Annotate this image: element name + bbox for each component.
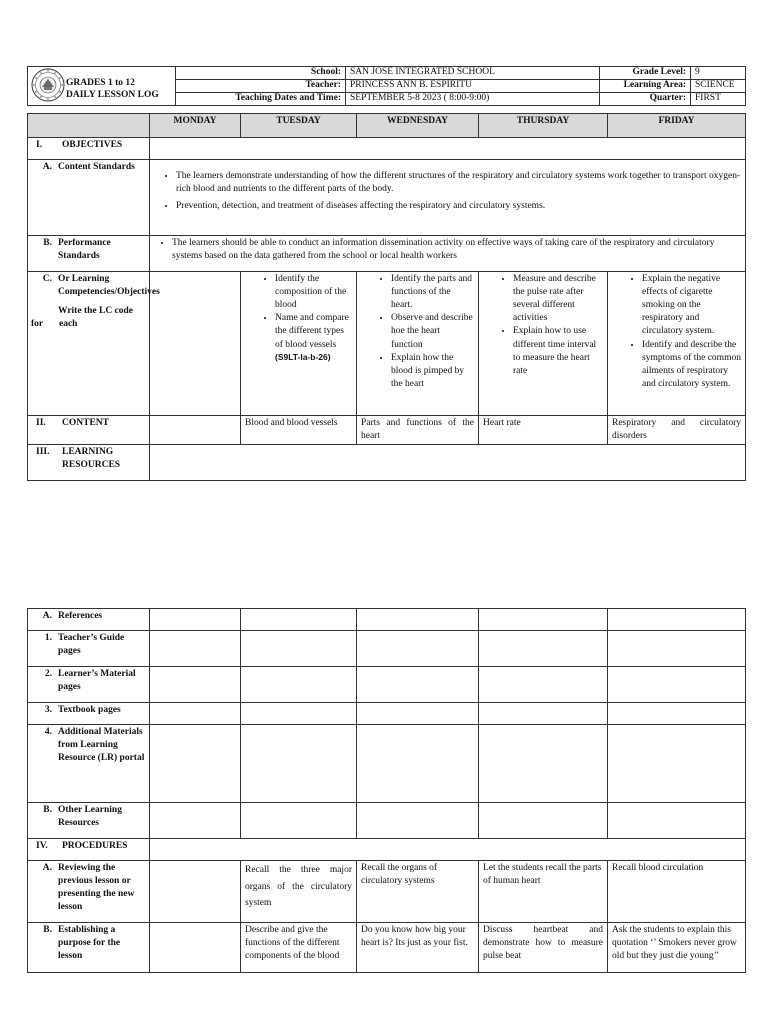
competencies-row bbox=[28, 272, 746, 416]
references-heading bbox=[28, 609, 150, 631]
learners-material-row bbox=[28, 667, 746, 703]
content-friday: Respiratory and circulatory disorders bbox=[608, 416, 746, 445]
item-label: Learner’s Material pages bbox=[58, 669, 136, 693]
item-letter: B. bbox=[43, 805, 52, 815]
item-label: Additional Materials from Learning Resource (LR) portal bbox=[58, 727, 145, 764]
tb-monday bbox=[150, 703, 241, 725]
learning-area-label: Learning Area: bbox=[600, 79, 691, 92]
am-thursday bbox=[479, 725, 608, 803]
competencies-heading bbox=[28, 272, 160, 416]
competency-item: • Measure and describe the pulse rate after several different activities bbox=[513, 273, 603, 325]
day-header-thursday: THURSDAY bbox=[479, 114, 608, 138]
item-letter: A. bbox=[42, 162, 52, 172]
content-standards-cell bbox=[150, 160, 746, 236]
logo-cell bbox=[28, 67, 176, 106]
section-number: III. bbox=[36, 447, 50, 458]
each-label: each bbox=[59, 319, 78, 330]
purpose-heading bbox=[28, 923, 150, 973]
item-label: References bbox=[58, 611, 103, 621]
performance-standard-item: • The learners should be able to conduct an information dissemination activity on effective ways of taking care of the respiratory and circulatory systems based on the data gathered from the school or local health workers bbox=[172, 237, 741, 263]
item-letter: B. bbox=[43, 238, 52, 248]
other-thursday bbox=[479, 803, 608, 839]
competency-item: • Observe and describe hoe the heart function bbox=[391, 312, 474, 351]
day-header-monday: MONDAY bbox=[150, 114, 241, 138]
objectives-empty bbox=[150, 138, 746, 160]
learners-material-heading bbox=[28, 667, 150, 703]
item-number: 4. bbox=[44, 727, 52, 737]
additional-materials-row bbox=[28, 725, 746, 803]
content-standards-row bbox=[28, 160, 746, 236]
competency-item: • Explain how to use different time interval to measure the heart rate bbox=[513, 325, 603, 377]
item-label: Establishing a purpose for the lesson bbox=[58, 925, 121, 962]
purpose-monday bbox=[150, 923, 241, 973]
other-resources-heading bbox=[28, 803, 150, 839]
lc-code: (S9LT-la-b-26) bbox=[275, 351, 331, 362]
section-label: CONTENT bbox=[62, 418, 109, 428]
review-thursday: Let the students recall the parts of human heart bbox=[479, 861, 608, 923]
references-wednesday bbox=[357, 609, 479, 631]
learning-area-value: SCIENCE bbox=[691, 79, 746, 92]
item-letter: A. bbox=[42, 611, 52, 621]
day-header-friday: FRIDAY bbox=[608, 114, 746, 138]
tg-monday bbox=[150, 631, 241, 667]
textbook-row bbox=[28, 703, 746, 725]
review-row bbox=[28, 861, 746, 923]
for-label: for bbox=[31, 319, 44, 330]
content-thursday: Heart rate bbox=[479, 416, 608, 445]
item-label: Other Learning Resources bbox=[58, 805, 122, 829]
am-monday bbox=[150, 725, 241, 803]
objectives-row bbox=[28, 138, 746, 160]
grade-level-value: 9 bbox=[691, 67, 746, 80]
deped-seal-icon bbox=[31, 68, 65, 102]
textbook-heading bbox=[28, 703, 150, 725]
item-label: Or Learning Competencies/Objectives bbox=[58, 274, 160, 298]
competencies-wednesday bbox=[357, 272, 479, 416]
lm-tuesday bbox=[241, 667, 357, 703]
objectives-heading bbox=[28, 138, 150, 160]
competency-item: • Identify and describe the symptoms of the common ailments of respiratory and circulatory system. bbox=[642, 339, 741, 391]
item-letter: B. bbox=[43, 925, 52, 935]
header-table bbox=[27, 66, 746, 106]
item-number: 2. bbox=[44, 669, 52, 679]
competency-item: • Explain how the blood is pimped by the heart bbox=[391, 352, 474, 391]
purpose-row bbox=[28, 923, 746, 973]
item-label: Content Standards bbox=[58, 162, 135, 172]
item-label: Reviewing the previous lesson or presenting the new lesson bbox=[58, 863, 135, 913]
day-header-tuesday: TUESDAY bbox=[241, 114, 357, 138]
section-number: I. bbox=[36, 140, 43, 150]
review-wednesday: Recall the organs of circulatory systems bbox=[357, 861, 479, 923]
purpose-thursday: Discuss heartbeat and demonstrate how to measure pulse beat bbox=[479, 923, 608, 973]
tb-wednesday bbox=[357, 703, 479, 725]
review-friday: Recall blood circulation bbox=[608, 861, 746, 923]
tb-tuesday bbox=[241, 703, 357, 725]
item-number: 3. bbox=[44, 705, 52, 715]
am-friday bbox=[608, 725, 746, 803]
section-label: LEARNING RESOURCES bbox=[62, 447, 121, 471]
day-header-wednesday: WEDNESDAY bbox=[357, 114, 479, 138]
content-monday bbox=[150, 416, 241, 445]
purpose-wednesday: Do you know how big your heart is? Its just as your fist. bbox=[357, 923, 479, 973]
performance-standards-cell bbox=[150, 236, 746, 272]
grades-title: GRADES 1 to 12 bbox=[66, 78, 135, 88]
content-tuesday: Blood and blood vessels bbox=[241, 416, 357, 445]
content-heading bbox=[28, 416, 150, 445]
tb-friday bbox=[608, 703, 746, 725]
references-row bbox=[28, 609, 746, 631]
lesson-log-table-continued bbox=[27, 608, 746, 973]
performance-standards-row bbox=[28, 236, 746, 272]
purpose-tuesday: Describe and give the functions of the different components of the blood bbox=[241, 923, 357, 973]
dates-label: Teaching Dates and Time: bbox=[176, 92, 346, 105]
content-wednesday: Parts and functions of the heart bbox=[357, 416, 479, 445]
additional-materials-heading bbox=[28, 725, 150, 803]
item-label: Textbook pages bbox=[58, 705, 121, 715]
competency-item: • Name and compare the different types of blood vessels bbox=[275, 312, 352, 351]
competencies-tuesday bbox=[241, 272, 357, 416]
content-standard-item: • The learners demonstrate understanding of how the different structures of the respiratory and circulatory systems work together to transport oxygen-rich blood and nutrients to the different parts of the body. bbox=[176, 170, 741, 196]
competency-item: • Explain the negative effects of cigarette smoking on the respiratory and circulatory system. bbox=[642, 273, 741, 339]
tb-thursday bbox=[479, 703, 608, 725]
purpose-friday: Ask the students to explain this quotation ‘’ Smokers never grow old but they just die young’’ bbox=[608, 923, 746, 973]
learning-resources-empty bbox=[150, 445, 746, 481]
school-value: SAN JOSE INTEGRATED SCHOOL bbox=[346, 67, 600, 80]
lm-thursday bbox=[479, 667, 608, 703]
item-letter: A. bbox=[42, 863, 52, 873]
quarter-label: Quarter: bbox=[600, 92, 691, 105]
tg-friday bbox=[608, 631, 746, 667]
learning-resources-row bbox=[28, 445, 746, 481]
other-resources-row bbox=[28, 803, 746, 839]
references-friday bbox=[608, 609, 746, 631]
tg-wednesday bbox=[357, 631, 479, 667]
school-label: School: bbox=[176, 67, 346, 80]
procedures-empty bbox=[150, 839, 746, 861]
section-number: II. bbox=[36, 418, 46, 428]
other-tuesday bbox=[241, 803, 357, 839]
item-label: Teacher’s Guide pages bbox=[58, 633, 125, 657]
references-tuesday bbox=[241, 609, 357, 631]
lm-wednesday bbox=[357, 667, 479, 703]
learning-resources-heading bbox=[28, 445, 150, 481]
tg-thursday bbox=[479, 631, 608, 667]
section-label: PROCEDURES bbox=[62, 841, 128, 851]
performance-standards-heading bbox=[28, 236, 150, 272]
teacher-label: Teacher: bbox=[176, 79, 346, 92]
lesson-log-table bbox=[27, 113, 746, 481]
section-label: OBJECTIVES bbox=[62, 140, 123, 150]
review-heading bbox=[28, 861, 150, 923]
procedures-row bbox=[28, 839, 746, 861]
item-number: 1. bbox=[44, 633, 52, 643]
item-letter: C. bbox=[42, 274, 52, 284]
content-standard-item: • Prevention, detection, and treatment of diseases affecting the respiratory and circulatory systems. bbox=[176, 200, 741, 213]
review-monday bbox=[150, 861, 241, 923]
references-monday bbox=[150, 609, 241, 631]
competencies-friday bbox=[608, 272, 746, 416]
content-standards-heading bbox=[28, 160, 150, 236]
other-wednesday bbox=[357, 803, 479, 839]
section-number: IV. bbox=[36, 841, 48, 851]
lc-code-label: Write the LC code bbox=[58, 306, 134, 317]
teacher-value: PRINCESS ANN B. ESPIRITU bbox=[346, 79, 600, 92]
other-monday bbox=[150, 803, 241, 839]
competency-item: • Identify the parts and functions of the heart. bbox=[391, 273, 474, 312]
content-row bbox=[28, 416, 746, 445]
days-header-row bbox=[28, 114, 746, 138]
quarter-value: FIRST bbox=[691, 92, 746, 105]
procedures-heading bbox=[28, 839, 150, 861]
competencies-monday bbox=[150, 272, 241, 416]
lm-monday bbox=[150, 667, 241, 703]
competencies-thursday bbox=[479, 272, 608, 416]
dll-title: DAILY LESSON LOG bbox=[66, 89, 159, 100]
teachers-guide-heading bbox=[28, 631, 150, 667]
grade-level-label: Grade Level: bbox=[600, 67, 691, 80]
teachers-guide-row bbox=[28, 631, 746, 667]
lm-friday bbox=[608, 667, 746, 703]
tg-tuesday bbox=[241, 631, 357, 667]
references-thursday bbox=[479, 609, 608, 631]
am-wednesday bbox=[357, 725, 479, 803]
other-friday bbox=[608, 803, 746, 839]
am-tuesday bbox=[241, 725, 357, 803]
item-label: Performance Standards bbox=[58, 238, 111, 262]
corner-cell bbox=[28, 114, 150, 138]
competency-item: • Identify the composition of the blood bbox=[275, 273, 352, 312]
dates-value: SEPTEMBER 5-8 2023 ( 8:00-9:00) bbox=[346, 92, 600, 105]
review-tuesday: Recall the three major organs of the circulatory system bbox=[241, 861, 357, 923]
